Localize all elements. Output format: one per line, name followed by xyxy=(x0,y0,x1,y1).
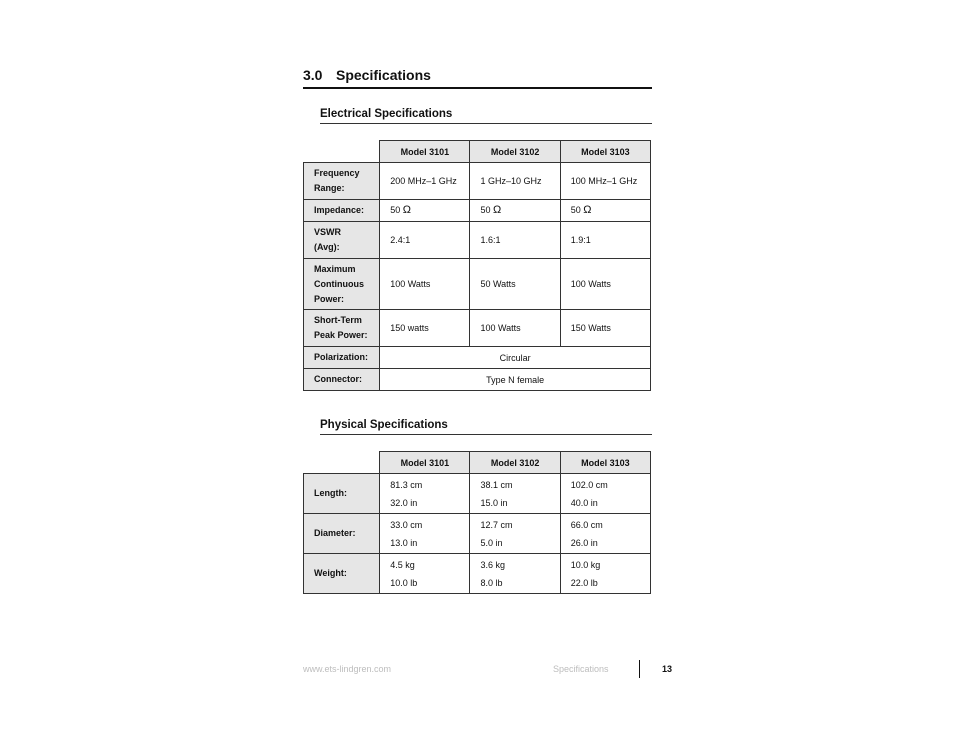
table-cell: 50 Ω xyxy=(560,200,650,222)
table-cell: 1.9:1 xyxy=(560,222,650,259)
row-label-max-power: Maximum Continuous Power: xyxy=(304,259,380,310)
table-corner xyxy=(304,452,380,474)
section-number: 3.0 xyxy=(303,67,323,83)
table-header-row xyxy=(304,452,651,474)
table-cell: 4.5 kg 10.0 lb xyxy=(380,554,470,594)
table-cell: 12.7 cm 5.0 in xyxy=(470,514,560,554)
table-cell: 50 Ω xyxy=(470,200,560,222)
table-cell: 66.0 cm 26.0 in xyxy=(560,514,650,554)
column-header-model-3101: Model 3101 xyxy=(380,452,470,474)
row-label-frequency: Frequency Range: xyxy=(304,163,380,200)
table-row-diameter xyxy=(304,514,651,554)
row-label-polarization: Polarization: xyxy=(304,347,380,369)
table-row-frequency xyxy=(304,163,651,200)
footer-url: www.ets-lindgren.com xyxy=(303,664,392,674)
row-label-weight: Weight: xyxy=(304,554,380,594)
table-cell: 3.6 kg 8.0 lb xyxy=(470,554,560,594)
page-number: 13 xyxy=(662,664,673,674)
table-cell: 1 GHz–10 GHz xyxy=(470,163,560,200)
table-cell: 81.3 cm 32.0 in xyxy=(380,474,470,514)
table-cell: 33.0 cm 13.0 in xyxy=(380,514,470,554)
table-cell: 38.1 cm 15.0 in xyxy=(470,474,560,514)
row-label-impedance: Impedance: xyxy=(304,200,380,222)
electrical-specs-table xyxy=(303,140,651,391)
table-cell: 150 Watts xyxy=(560,310,650,347)
table-row-polarization xyxy=(304,347,651,369)
ohm-symbol: Ω xyxy=(402,204,411,216)
table-cell: 102.0 cm 40.0 in xyxy=(560,474,650,514)
table-cell: 10.0 kg 22.0 lb xyxy=(560,554,650,594)
table-cell: 50 Ω xyxy=(380,200,470,222)
physical-specs-table xyxy=(303,451,651,594)
footer-divider xyxy=(639,660,640,678)
table-cell: 100 Watts xyxy=(560,259,650,310)
table-cell: 100 Watts xyxy=(470,310,560,347)
column-header-model-3101: Model 3101 xyxy=(380,141,470,163)
table-cell: 200 MHz–1 GHz xyxy=(380,163,470,200)
page-title xyxy=(303,67,652,89)
table-header-row xyxy=(304,141,651,163)
row-label-vswr: VSWR (Avg): xyxy=(304,222,380,259)
ohm-symbol: Ω xyxy=(583,204,592,216)
electrical-specs-heading: Electrical Specifications xyxy=(320,108,652,124)
row-label-diameter: Diameter: xyxy=(304,514,380,554)
ohm-symbol: Ω xyxy=(492,204,502,216)
table-row-length xyxy=(304,474,651,514)
column-header-model-3103: Model 3103 xyxy=(560,452,650,474)
column-header-model-3102: Model 3102 xyxy=(470,141,560,163)
column-header-model-3102: Model 3102 xyxy=(470,452,560,474)
physical-specs-heading: Physical Specifications xyxy=(320,419,652,435)
table-row-peak-power xyxy=(304,310,651,347)
table-row-weight xyxy=(304,554,651,594)
table-row-connector xyxy=(304,369,651,391)
table-cell: 2.4:1 xyxy=(380,222,470,259)
table-cell: 100 MHz–1 GHz xyxy=(560,163,650,200)
table-cell: 50 Watts xyxy=(470,259,560,310)
column-header-model-3103: Model 3103 xyxy=(560,141,650,163)
row-label-length: Length: xyxy=(304,474,380,514)
table-corner xyxy=(304,141,380,163)
table-row-max-power xyxy=(304,259,651,310)
table-cell-span: Type N female xyxy=(380,369,651,391)
table-cell: 150 watts xyxy=(380,310,470,347)
row-label-peak-power: Short-Term Peak Power: xyxy=(304,310,380,347)
table-row-vswr xyxy=(304,222,651,259)
footer-section: Specifications xyxy=(553,664,609,674)
table-cell: 100 Watts xyxy=(380,259,470,310)
table-cell: 1.6:1 xyxy=(470,222,560,259)
table-cell-span: Circular xyxy=(380,347,651,369)
section-title-text: Specifications xyxy=(336,67,431,83)
row-label-connector: Connector: xyxy=(304,369,380,391)
table-row-impedance xyxy=(304,200,651,222)
